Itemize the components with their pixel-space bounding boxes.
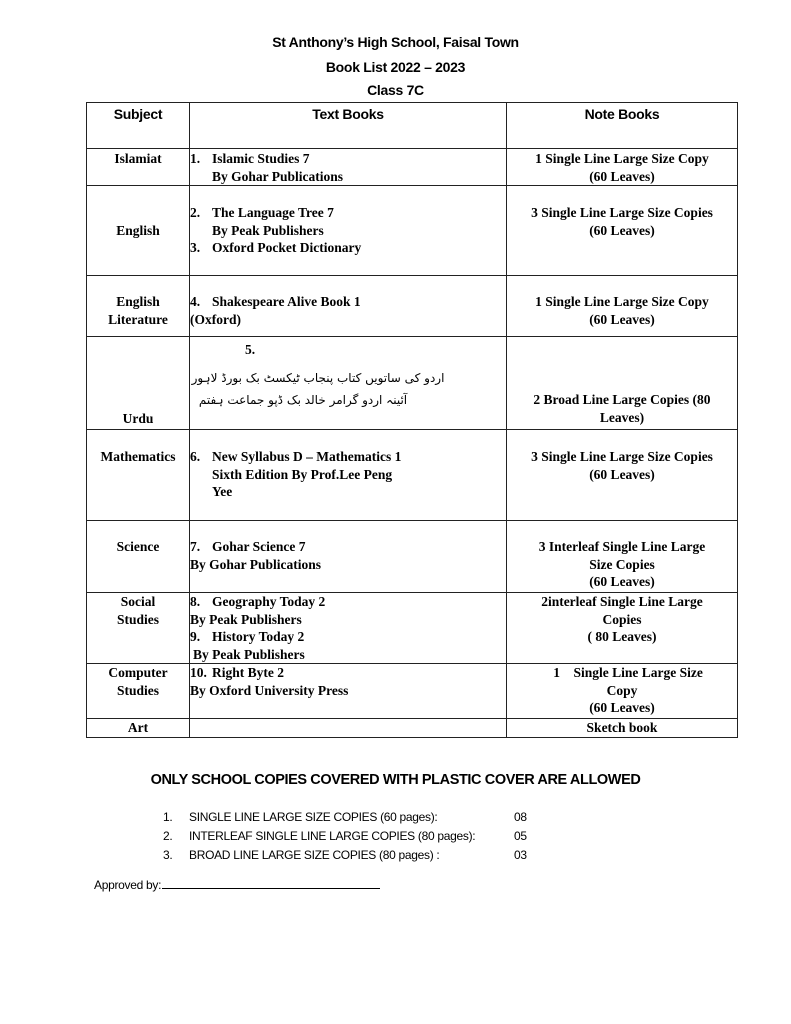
subject-cell: English xyxy=(116,294,160,309)
table-header-row xyxy=(87,103,738,149)
notebook-line: 3 Single Line Large Size Copies xyxy=(531,449,713,464)
copy-counts-list xyxy=(163,808,527,865)
subject-cell: Computer xyxy=(108,665,168,680)
notebook-line: 1 Single Line Large Size Copy xyxy=(535,294,709,309)
book-number: 5. xyxy=(245,342,256,357)
count-value: 05 xyxy=(514,829,527,843)
notebook-line: (60 Leaves) xyxy=(589,311,655,327)
list-item: 2. INTERLEAF SINGLE LINE LARGE COPIES (80 pages): 05 xyxy=(163,827,527,846)
urdu-book-1: اردو کی ساتویں کتاب پنجاب ٹیکسٹ بک بورڈ لاہور xyxy=(191,370,445,385)
list-item: 1. SINGLE LINE LARGE SIZE COPIES (60 pages): 08 xyxy=(163,808,527,827)
empty-cell xyxy=(190,719,507,738)
count-value: 08 xyxy=(514,810,527,824)
book-detail: Sixth Edition By Prof.Lee Peng xyxy=(212,466,393,482)
notebook-line: Copies xyxy=(602,611,642,627)
book-publisher: By Peak Publishers xyxy=(193,646,305,662)
table-row: English 2. The Language Tree 7 By Peak Publishers 3. Oxford Pocket Dictionary 3 Single Line Large Size Copies (60 Leaves) xyxy=(87,186,738,276)
book-title: Shakespeare Alive Book 1 xyxy=(212,294,361,309)
urdu-book-2: آئینہ اردو گرامر خالد بک ڈپو جماعت ہفتم xyxy=(198,392,408,407)
book-list-table xyxy=(86,102,738,738)
class-label: Class 7C xyxy=(367,82,424,98)
notebook-line: (60 Leaves) xyxy=(589,700,655,715)
subject-cell: Art xyxy=(127,720,149,735)
table-row: Computer Studies 10. Right Byte 2 By Oxford University Press 1 Single Line Large Size Copy (60 Leaves) xyxy=(87,664,738,719)
table-row: Science 7. Gohar Science 7 By Gohar Publications 3 Interleaf Single Line Large Size Copies (60 Leaves) xyxy=(87,521,738,593)
col-header-note-books: Note Books xyxy=(507,103,738,149)
list-item: 3. BROAD LINE LARGE SIZE COPIES (80 pages) : 03 xyxy=(163,846,527,865)
table-row: Islamiat 1. Islamic Studies 7 By Gohar Publications 1 Single Line Large Size Copy (60 Leaves) xyxy=(87,149,738,186)
book-title: Geography Today 2 xyxy=(212,594,326,609)
table-row: English Literature 4. Shakespeare Alive Book 1 (Oxford) 1 Single Line Large Size Copy (60 Leaves) xyxy=(87,276,738,337)
table-row: Mathematics 6. New Syllabus D – Mathematics 1 Sixth Edition By Prof.Lee Peng Yee 3 Single Line Large Size Copies (60 Leaves) xyxy=(87,430,738,521)
count-value: 03 xyxy=(514,848,527,862)
notebook-line: 1 Single Line Large Size Copy xyxy=(535,151,709,166)
notebook-line: Copy xyxy=(606,682,638,698)
col-header-text-books: Text Books xyxy=(190,103,507,149)
approval-line xyxy=(94,877,380,892)
notebook-line: (60 Leaves) xyxy=(589,168,655,184)
notebook-line: ( 80 Leaves) xyxy=(587,629,657,644)
book-publisher: (Oxford) xyxy=(190,311,241,327)
book-title: Oxford Pocket Dictionary xyxy=(212,240,362,255)
approved-label: Approved by: xyxy=(94,878,162,892)
book-publisher: By Oxford University Press xyxy=(190,682,349,698)
col-header-subject: Subject xyxy=(87,103,190,149)
notebook-line: 3 Single Line Large Size Copies xyxy=(531,205,713,220)
count-label: BROAD LINE LARGE SIZE COPIES (80 pages) : xyxy=(189,848,440,862)
subject-cell: Literature xyxy=(108,311,168,327)
subject-cell: Studies xyxy=(116,682,160,698)
table-row xyxy=(87,337,738,430)
notebook-line: 1 Single Line Large Size xyxy=(553,665,703,680)
book-detail: Yee xyxy=(212,484,233,499)
book-publisher: By Gohar Publications xyxy=(212,168,344,184)
book-title: Islamic Studies 7 xyxy=(212,151,310,166)
book-title: Right Byte 2 xyxy=(212,665,284,680)
count-label: SINGLE LINE LARGE SIZE COPIES (60 pages): xyxy=(189,810,438,824)
notebook-line: (60 Leaves) xyxy=(589,574,655,589)
subject-cell: Urdu xyxy=(122,410,154,426)
notebook-line: Leaves) xyxy=(599,409,645,425)
book-title: History Today 2 xyxy=(212,629,305,644)
subject-cell: Mathematics xyxy=(100,449,176,464)
table-row: Social Studies 8. Geography Today 2 By Peak Publishers 9. History Today 2 By Peak Publishers 2interleaf Single Line Large Copies ( 80 Leaves) xyxy=(87,593,738,664)
notebook-line: (60 Leaves) xyxy=(589,222,655,238)
count-label: INTERLEAF SINGLE LINE LARGE COPIES (80 pages): xyxy=(189,829,476,843)
book-publisher: By Gohar Publications xyxy=(190,556,322,572)
school-name: St Anthony’s High School, Faisal Town xyxy=(272,34,519,50)
subject-cell: Islamiat xyxy=(114,151,162,166)
book-title: New Syllabus D – Mathematics 1 xyxy=(212,449,402,464)
cover-notice: ONLY SCHOOL COPIES COVERED WITH PLASTIC COVER ARE ALLOWED xyxy=(150,772,641,788)
list-title: Book List 2022 – 2023 xyxy=(325,59,466,75)
notebook-line: Sketch book xyxy=(586,720,658,735)
book-title: Gohar Science 7 xyxy=(212,539,306,554)
subject-cell: English xyxy=(116,222,160,238)
notebook-line: 3 Interleaf Single Line Large xyxy=(538,539,706,554)
table-row xyxy=(87,719,738,738)
subject-cell: Social xyxy=(120,594,156,609)
subject-cell: Studies xyxy=(116,611,160,627)
notebook-line: (60 Leaves) xyxy=(589,466,655,482)
subject-cell: Science xyxy=(116,539,160,554)
book-publisher: By Peak Publishers xyxy=(190,611,302,627)
signature-line xyxy=(162,877,380,889)
book-publisher: By Peak Publishers xyxy=(212,222,324,238)
notebook-line: Size Copies xyxy=(589,556,655,572)
notebook-line: 2interleaf Single Line Large xyxy=(541,594,703,609)
notebook-line: 2 Broad Line Large Copies (80 xyxy=(533,392,711,407)
book-title: The Language Tree 7 xyxy=(212,205,334,220)
